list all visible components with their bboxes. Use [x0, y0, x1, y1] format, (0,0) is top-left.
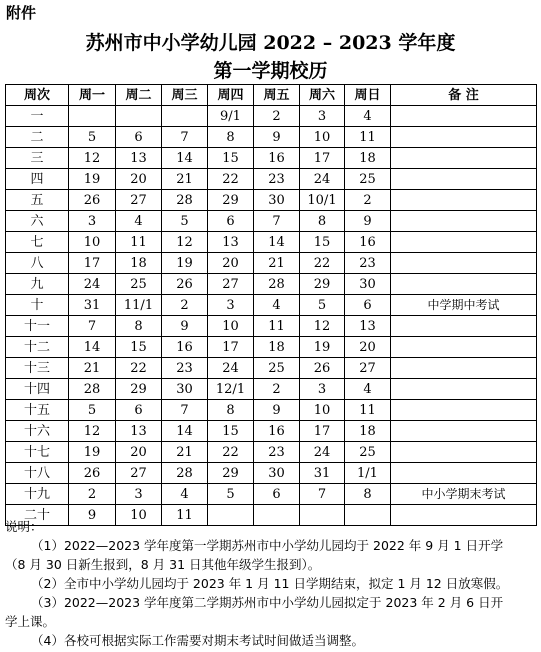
remark-cell	[391, 463, 537, 484]
note-3-line-2: 学上课。	[5, 614, 56, 629]
date-cell: 7	[300, 484, 345, 505]
date-cell: 27	[345, 358, 391, 379]
date-cell: 16	[345, 232, 391, 253]
week-cell: 十五	[6, 400, 69, 421]
date-cell: 6	[208, 211, 254, 232]
school-calendar-table	[5, 84, 537, 526]
date-cell: 23	[162, 358, 208, 379]
date-cell: 10/1	[300, 190, 345, 211]
date-cell: 26	[69, 190, 116, 211]
date-cell: 30	[345, 274, 391, 295]
date-cell: 2	[254, 379, 300, 400]
table-row	[6, 169, 537, 190]
date-cell: 5	[208, 484, 254, 505]
table-row	[6, 211, 537, 232]
week-cell: 九	[6, 274, 69, 295]
date-cell: 16	[254, 421, 300, 442]
date-cell: 4	[116, 211, 162, 232]
date-cell: 4	[345, 106, 391, 127]
date-cell: 12/1	[208, 379, 254, 400]
date-cell: 24	[300, 169, 345, 190]
date-cell: 10	[300, 400, 345, 421]
remark-cell	[391, 358, 537, 379]
date-cell: 21	[69, 358, 116, 379]
date-cell: 25	[345, 169, 391, 190]
column-header: 周次	[6, 85, 69, 106]
date-cell: 27	[116, 190, 162, 211]
date-cell: 4	[162, 484, 208, 505]
date-cell: 24	[208, 358, 254, 379]
date-cell: 28	[162, 190, 208, 211]
date-cell: 3	[69, 211, 116, 232]
table-row	[6, 232, 537, 253]
week-cell: 一	[6, 106, 69, 127]
date-cell: 1/1	[345, 463, 391, 484]
document-subtitle: 第一学期校历	[213, 60, 328, 82]
date-cell: 11	[254, 316, 300, 337]
remark-cell	[391, 106, 537, 127]
date-cell: 8	[208, 400, 254, 421]
note-2: （2）全市中小学幼儿园均于 2023 年 1 月 11 日学期结束，拟定 1 月 12 日放寒假。	[31, 576, 509, 591]
date-cell: 30	[254, 463, 300, 484]
date-cell: 29	[300, 274, 345, 295]
date-cell: 30	[162, 379, 208, 400]
week-cell: 十二	[6, 337, 69, 358]
table-row	[6, 274, 537, 295]
date-cell: 20	[116, 169, 162, 190]
column-header: 周四	[208, 85, 254, 106]
week-cell: 十三	[6, 358, 69, 379]
date-cell	[69, 106, 116, 127]
date-cell: 13	[345, 316, 391, 337]
date-cell	[162, 106, 208, 127]
date-cell: 11	[345, 127, 391, 148]
remark-cell	[391, 442, 537, 463]
date-cell: 9	[254, 127, 300, 148]
date-cell: 13	[208, 232, 254, 253]
column-header: 周一	[69, 85, 116, 106]
date-cell: 21	[162, 169, 208, 190]
date-cell: 20	[345, 337, 391, 358]
week-cell: 十八	[6, 463, 69, 484]
date-cell: 14	[254, 232, 300, 253]
column-header: 周五	[254, 85, 300, 106]
date-cell: 24	[300, 442, 345, 463]
date-cell: 16	[254, 148, 300, 169]
date-cell: 23	[345, 253, 391, 274]
date-cell: 15	[300, 232, 345, 253]
remark-cell	[391, 211, 537, 232]
notes-heading: 说明：	[5, 519, 43, 534]
date-cell: 12	[69, 421, 116, 442]
column-header: 周二	[116, 85, 162, 106]
column-header: 周三	[162, 85, 208, 106]
date-cell: 17	[208, 337, 254, 358]
date-cell: 10	[208, 316, 254, 337]
date-cell: 21	[162, 442, 208, 463]
table-body	[6, 106, 537, 526]
table-row	[6, 295, 537, 316]
date-cell: 4	[345, 379, 391, 400]
date-cell: 6	[116, 400, 162, 421]
date-cell: 10	[116, 505, 162, 526]
date-cell: 21	[254, 253, 300, 274]
date-cell: 15	[116, 337, 162, 358]
week-cell: 二十	[6, 505, 69, 526]
remark-cell	[391, 127, 537, 148]
column-header: 周日	[345, 85, 391, 106]
note-1-line-2: （8 月 30 日新生报到，8 月 31 日其他年级学生报到）。	[5, 557, 321, 572]
date-cell: 12	[300, 316, 345, 337]
date-cell: 22	[208, 169, 254, 190]
remark-cell	[391, 232, 537, 253]
date-cell: 5	[69, 127, 116, 148]
date-cell: 31	[69, 295, 116, 316]
date-cell: 10	[300, 127, 345, 148]
date-cell: 3	[116, 484, 162, 505]
remark-cell: 中小学期末考试	[391, 484, 537, 505]
date-cell: 20	[116, 442, 162, 463]
table-row	[6, 442, 537, 463]
remark-cell	[391, 169, 537, 190]
week-cell: 八	[6, 253, 69, 274]
date-cell: 8	[116, 316, 162, 337]
attachment-label: 附件	[6, 4, 37, 22]
date-cell: 9	[162, 316, 208, 337]
date-cell: 13	[116, 148, 162, 169]
date-cell: 28	[69, 379, 116, 400]
date-cell: 16	[162, 337, 208, 358]
date-cell: 17	[69, 253, 116, 274]
column-header: 备 注	[391, 85, 537, 106]
date-cell: 19	[300, 337, 345, 358]
date-cell: 13	[116, 421, 162, 442]
table-row	[6, 337, 537, 358]
date-cell: 29	[208, 190, 254, 211]
date-cell: 19	[69, 442, 116, 463]
date-cell: 17	[300, 421, 345, 442]
date-cell: 27	[208, 274, 254, 295]
date-cell: 26	[69, 463, 116, 484]
date-cell: 25	[116, 274, 162, 295]
remark-cell	[391, 148, 537, 169]
date-cell: 6	[116, 127, 162, 148]
date-cell: 9	[69, 505, 116, 526]
date-cell: 23	[254, 169, 300, 190]
date-cell	[116, 106, 162, 127]
date-cell: 11	[345, 400, 391, 421]
date-cell: 31	[300, 463, 345, 484]
date-cell: 20	[208, 253, 254, 274]
week-cell: 七	[6, 232, 69, 253]
date-cell: 14	[162, 421, 208, 442]
date-cell: 29	[208, 463, 254, 484]
table-row	[6, 421, 537, 442]
remark-cell	[391, 274, 537, 295]
table-row	[6, 148, 537, 169]
date-cell: 15	[208, 148, 254, 169]
notes-section	[5, 517, 535, 650]
date-cell: 2	[69, 484, 116, 505]
date-cell: 7	[162, 400, 208, 421]
date-cell: 22	[208, 442, 254, 463]
table-row	[6, 190, 537, 211]
date-cell: 22	[300, 253, 345, 274]
date-cell: 18	[345, 148, 391, 169]
table-row	[6, 316, 537, 337]
date-cell: 14	[69, 337, 116, 358]
date-cell: 10	[69, 232, 116, 253]
note-1-line-1: （1）2022—2023 学年度第一学期苏州市中小学幼儿园均于 2022 年 9 月 1 日开学	[31, 538, 504, 553]
column-header: 周六	[300, 85, 345, 106]
date-cell: 29	[116, 379, 162, 400]
date-cell: 2	[345, 190, 391, 211]
date-cell: 5	[300, 295, 345, 316]
date-cell: 12	[162, 232, 208, 253]
table-row	[6, 358, 537, 379]
date-cell: 3	[208, 295, 254, 316]
date-cell: 4	[254, 295, 300, 316]
date-cell: 25	[254, 358, 300, 379]
remark-cell	[391, 379, 537, 400]
date-cell: 5	[69, 400, 116, 421]
week-cell: 四	[6, 169, 69, 190]
date-cell: 7	[69, 316, 116, 337]
date-cell: 3	[300, 106, 345, 127]
week-cell: 六	[6, 211, 69, 232]
date-cell: 19	[162, 253, 208, 274]
table-row	[6, 484, 537, 505]
week-cell: 五	[6, 190, 69, 211]
date-cell: 18	[345, 421, 391, 442]
date-cell: 2	[162, 295, 208, 316]
date-cell: 3	[300, 379, 345, 400]
week-cell: 三	[6, 148, 69, 169]
date-cell: 18	[116, 253, 162, 274]
date-cell: 8	[300, 211, 345, 232]
remark-cell	[391, 421, 537, 442]
date-cell: 28	[254, 274, 300, 295]
table-header-row	[6, 85, 537, 106]
date-cell: 6	[254, 484, 300, 505]
date-cell: 5	[162, 211, 208, 232]
week-cell: 十	[6, 295, 69, 316]
date-cell: 25	[345, 442, 391, 463]
week-cell: 十七	[6, 442, 69, 463]
remark-cell: 中学期中考试	[391, 295, 537, 316]
date-cell: 14	[162, 148, 208, 169]
table-row	[6, 400, 537, 421]
remark-cell	[391, 253, 537, 274]
date-cell: 7	[162, 127, 208, 148]
date-cell: 9	[254, 400, 300, 421]
date-cell: 2	[254, 106, 300, 127]
date-cell: 6	[345, 295, 391, 316]
date-cell: 24	[69, 274, 116, 295]
remark-cell	[391, 190, 537, 211]
table-row	[6, 106, 537, 127]
remark-cell	[391, 316, 537, 337]
remark-cell	[391, 400, 537, 421]
remark-cell	[391, 337, 537, 358]
date-cell: 9/1	[208, 106, 254, 127]
date-cell: 8	[208, 127, 254, 148]
date-cell: 12	[69, 148, 116, 169]
date-cell: 23	[254, 442, 300, 463]
date-cell: 17	[300, 148, 345, 169]
date-cell: 19	[69, 169, 116, 190]
note-3-line-1: （3）2022—2023 学年度第二学期苏州市中小学幼儿园拟定于 2023 年 2 月 6 日开	[31, 595, 504, 610]
date-cell: 9	[345, 211, 391, 232]
table-row	[6, 253, 537, 274]
date-cell: 26	[300, 358, 345, 379]
date-cell: 22	[116, 358, 162, 379]
table-row	[6, 463, 537, 484]
note-4: （4）各校可根据实际工作需要对期末考试时间做适当调整。	[31, 633, 364, 648]
document-title: 苏州市中小学幼儿园 2022 – 2023 学年度	[85, 32, 456, 54]
week-cell: 十一	[6, 316, 69, 337]
date-cell: 26	[162, 274, 208, 295]
date-cell: 11	[162, 505, 208, 526]
table-row	[6, 379, 537, 400]
date-cell: 8	[345, 484, 391, 505]
date-cell: 27	[116, 463, 162, 484]
date-cell: 28	[162, 463, 208, 484]
date-cell: 11/1	[116, 295, 162, 316]
week-cell: 十九	[6, 484, 69, 505]
date-cell: 18	[254, 337, 300, 358]
table-row	[6, 127, 537, 148]
week-cell: 十四	[6, 379, 69, 400]
date-cell: 15	[208, 421, 254, 442]
date-cell: 7	[254, 211, 300, 232]
date-cell: 30	[254, 190, 300, 211]
week-cell: 二	[6, 127, 69, 148]
date-cell: 11	[116, 232, 162, 253]
week-cell: 十六	[6, 421, 69, 442]
